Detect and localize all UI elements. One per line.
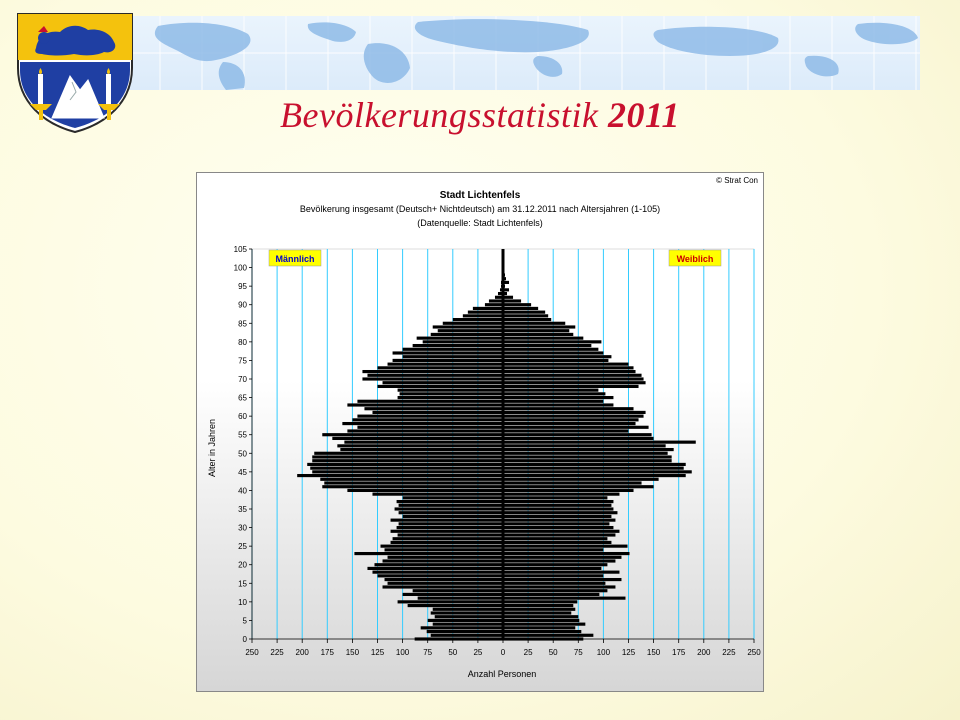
bar-female	[503, 392, 605, 395]
chart-subtitle: Bevölkerung insgesamt (Deutsch+ Nichtdeutsch) am 31.12.2011 nach Altersjahren (1-105)	[299, 204, 661, 214]
bar-female	[503, 418, 639, 421]
bar-male	[374, 563, 503, 566]
bar-female	[503, 585, 615, 588]
bar-female	[503, 563, 607, 566]
bar-male	[397, 526, 503, 529]
bar-female	[503, 574, 603, 577]
bar-female	[503, 593, 599, 596]
bar-male	[413, 589, 503, 592]
bar-female	[503, 348, 598, 351]
bar-female	[503, 522, 609, 525]
bar-male	[357, 415, 503, 418]
world-map-banner	[118, 16, 920, 90]
x-tick-label: 75	[573, 648, 583, 657]
y-tick-label: 35	[238, 505, 247, 514]
bar-female	[503, 519, 615, 522]
bar-male	[398, 600, 503, 603]
bar-male	[417, 337, 503, 340]
bar-male	[383, 585, 503, 588]
y-axis-label: Alter in Jahren	[207, 418, 217, 478]
y-tick-label: 15	[238, 579, 247, 589]
x-tick-label: 125	[370, 648, 385, 657]
bar-male	[431, 333, 503, 336]
bar-male	[297, 474, 503, 477]
bar-male	[347, 403, 503, 406]
legend-male-label: Männlich	[275, 254, 315, 264]
y-tick-label: 65	[238, 393, 247, 403]
bar-female	[503, 415, 644, 418]
bar-male	[399, 504, 503, 507]
bar-female	[503, 489, 634, 492]
y-tick-label: 80	[238, 337, 247, 347]
bar-female	[503, 470, 692, 473]
bar-male	[378, 366, 504, 369]
bar-male	[431, 611, 503, 614]
bar-female	[503, 571, 619, 574]
bar-female	[503, 314, 548, 317]
bar-male	[468, 311, 503, 314]
bar-female	[503, 559, 615, 562]
bar-male	[438, 329, 503, 332]
bar-female	[503, 337, 583, 340]
x-tick-label: 0	[500, 648, 506, 657]
bar-female	[503, 389, 598, 392]
bar-male	[344, 441, 503, 444]
y-tick-label: 75	[238, 356, 247, 366]
page-title-main: Bevölkerungsstatistik	[280, 95, 599, 135]
bar-female	[503, 485, 654, 488]
y-tick-label: 50	[238, 449, 247, 459]
chart-copyright: © Strat Con	[716, 176, 758, 185]
bar-female	[503, 374, 642, 377]
bar-male	[372, 411, 503, 414]
bar-female	[503, 333, 573, 336]
bar-male	[332, 437, 503, 440]
bar-male	[403, 593, 503, 596]
bar-female	[503, 537, 607, 540]
bar-male	[312, 470, 503, 473]
bar-female	[503, 515, 611, 518]
bar-female	[503, 597, 625, 600]
x-tick-label: 25	[473, 648, 483, 657]
bar-female	[503, 530, 619, 533]
bar-male	[489, 299, 503, 302]
bar-male	[391, 519, 503, 522]
x-tick-label: 25	[523, 648, 533, 657]
bar-female	[503, 422, 636, 425]
x-tick-label: 150	[646, 648, 661, 657]
y-tick-label: 70	[238, 375, 247, 384]
bar-male	[385, 548, 503, 551]
y-tick-label: 40	[238, 486, 247, 496]
bar-male	[322, 433, 503, 436]
bar-male	[463, 314, 503, 317]
bar-female	[503, 478, 659, 481]
y-tick-label: 95	[238, 282, 247, 292]
bar-female	[503, 455, 672, 458]
bar-male	[393, 537, 503, 540]
bar-male	[418, 597, 503, 600]
bar-male	[435, 615, 503, 618]
bar-female	[503, 407, 634, 410]
bar-male	[423, 340, 503, 343]
bar-male	[367, 567, 503, 570]
bar-female	[503, 600, 577, 603]
bar-female	[503, 545, 627, 548]
bar-female	[503, 322, 565, 325]
bar-male	[403, 496, 503, 499]
bar-female	[503, 452, 668, 455]
bar-male	[383, 381, 503, 384]
bar-male	[453, 318, 503, 321]
bar-female	[503, 578, 621, 581]
x-tick-label: 225	[270, 648, 284, 657]
bar-male	[398, 533, 503, 536]
x-tick-label: 200	[697, 648, 711, 657]
bar-female	[503, 611, 571, 614]
bar-female	[503, 318, 551, 321]
bar-female	[503, 340, 601, 343]
bar-female	[503, 448, 674, 451]
y-tick-label: 100	[233, 263, 247, 273]
bar-female	[503, 377, 644, 380]
bar-male	[399, 511, 503, 514]
x-tick-label: 100	[395, 648, 410, 657]
legend-female-label: Weiblich	[676, 254, 714, 264]
bar-male	[364, 407, 503, 410]
x-tick-label: 50	[548, 648, 558, 657]
chart-source: (Datenquelle: Stadt Lichtenfels)	[417, 218, 543, 228]
bar-male	[400, 392, 503, 395]
bar-female	[503, 400, 603, 403]
x-tick-label: 250	[747, 648, 761, 657]
x-tick-label: 225	[722, 648, 736, 657]
y-tick-label: 5	[242, 616, 247, 626]
bar-male	[399, 522, 503, 525]
bar-female	[503, 511, 617, 514]
bar-male	[485, 303, 503, 306]
y-tick-label: 30	[238, 523, 247, 533]
bar-male	[427, 630, 503, 633]
bar-female	[503, 500, 613, 503]
x-tick-label: 150	[345, 648, 360, 657]
bar-male	[314, 452, 503, 455]
bar-female	[503, 467, 684, 470]
bar-male	[320, 478, 503, 481]
bar-male	[431, 634, 503, 637]
bar-male	[362, 377, 503, 380]
bar-female	[503, 493, 619, 496]
bar-female	[503, 307, 538, 310]
bar-male	[421, 626, 503, 629]
bar-female	[503, 630, 581, 633]
bar-male	[413, 344, 503, 347]
bar-female	[503, 589, 607, 592]
x-tick-label: 175	[672, 648, 686, 657]
bar-male	[378, 574, 504, 577]
bar-female	[503, 496, 607, 499]
x-tick-label: 125	[621, 648, 636, 657]
bar-male	[398, 389, 503, 392]
bar-male	[403, 355, 503, 358]
bar-male	[337, 444, 503, 447]
bar-male	[357, 426, 503, 429]
bar-female	[503, 623, 585, 626]
bar-male	[395, 507, 503, 510]
bar-female	[503, 533, 615, 536]
bar-male	[342, 422, 503, 425]
bar-female	[503, 552, 630, 555]
y-tick-label: 85	[238, 319, 247, 329]
bar-male	[322, 485, 503, 488]
bar-male	[388, 363, 503, 366]
bar-male	[443, 322, 503, 325]
chart-canvas	[197, 173, 763, 691]
bar-female	[503, 299, 521, 302]
bar-male	[393, 351, 503, 354]
page-title-year: 2011	[607, 95, 680, 135]
bar-female	[503, 608, 575, 611]
bar-female	[503, 433, 652, 436]
bar-male	[428, 619, 503, 622]
bar-male	[388, 556, 503, 559]
bar-female	[503, 359, 608, 362]
bar-male	[352, 418, 503, 421]
bar-male	[378, 385, 504, 388]
bar-female	[503, 481, 642, 484]
y-tick-label: 60	[238, 412, 247, 422]
bar-male	[433, 623, 503, 626]
bar-female	[503, 355, 611, 358]
bar-female	[503, 526, 613, 529]
bar-male	[340, 448, 503, 451]
bar-female	[503, 296, 513, 299]
bar-male	[398, 396, 503, 399]
x-axis-label: Anzahl Personen	[467, 669, 537, 679]
chart-title: Stadt Lichtenfels	[439, 190, 521, 201]
bar-male	[347, 429, 503, 432]
x-tick-label: 250	[245, 648, 259, 657]
bar-male	[347, 489, 503, 492]
y-tick-label: 0	[242, 635, 247, 644]
bar-male	[408, 604, 503, 607]
bar-female	[503, 567, 601, 570]
bar-female	[503, 351, 603, 354]
x-tick-label: 75	[423, 648, 433, 657]
bar-female	[503, 507, 613, 510]
bar-male	[383, 559, 503, 562]
bar-male	[391, 541, 503, 544]
y-tick-label: 90	[238, 300, 247, 310]
bar-female	[503, 344, 591, 347]
y-tick-label: 55	[238, 430, 247, 440]
bar-female	[503, 381, 646, 384]
bar-male	[393, 359, 503, 362]
page-title	[0, 94, 960, 136]
bar-female	[503, 634, 593, 637]
bar-male	[354, 552, 503, 555]
bar-male	[310, 467, 503, 470]
bar-female	[503, 429, 629, 432]
bar-male	[381, 545, 503, 548]
x-tick-label: 50	[448, 648, 458, 657]
y-tick-label: 20	[238, 560, 247, 570]
bar-male	[372, 571, 503, 574]
bar-male	[403, 348, 503, 351]
bar-female	[503, 474, 686, 477]
bar-female	[503, 325, 575, 328]
bar-female	[503, 385, 639, 388]
bar-female	[503, 615, 578, 618]
bar-male	[388, 582, 503, 585]
x-tick-label: 200	[295, 648, 309, 657]
bar-male	[312, 455, 503, 458]
bar-female	[503, 311, 545, 314]
bar-female	[503, 441, 696, 444]
bar-female	[503, 396, 613, 399]
bar-female	[503, 329, 569, 332]
bar-male	[357, 400, 503, 403]
bar-female	[503, 303, 531, 306]
bar-female	[503, 370, 636, 373]
y-tick-label: 105	[233, 245, 247, 254]
bar-male	[433, 608, 503, 611]
bar-female	[503, 411, 646, 414]
y-tick-label: 25	[238, 542, 247, 552]
bar-female	[503, 463, 686, 466]
bar-female	[503, 426, 649, 429]
bar-female	[503, 363, 629, 366]
x-tick-label: 100	[596, 648, 611, 657]
bar-male	[403, 515, 503, 518]
bar-female	[503, 626, 575, 629]
bar-female	[503, 403, 613, 406]
bar-female	[503, 504, 611, 507]
bar-male	[397, 500, 503, 503]
bar-male	[312, 459, 503, 462]
bar-female	[503, 366, 634, 369]
bar-male	[473, 307, 503, 310]
bar-female	[503, 604, 573, 607]
bar-female	[503, 541, 611, 544]
bar-female	[503, 582, 605, 585]
y-tick-label: 45	[238, 467, 247, 477]
bar-male	[362, 370, 503, 373]
bar-female	[503, 444, 666, 447]
bar-male	[372, 493, 503, 496]
population-pyramid-chart	[196, 172, 764, 692]
bar-male	[433, 325, 503, 328]
bar-female	[503, 459, 672, 462]
bar-female	[503, 619, 579, 622]
bar-male	[324, 481, 503, 484]
x-tick-label: 175	[320, 648, 334, 657]
bar-male	[307, 463, 503, 466]
bar-male	[367, 374, 503, 377]
bar-male	[385, 578, 503, 581]
bar-male	[391, 530, 503, 533]
bar-female	[503, 556, 621, 559]
bar-female	[503, 548, 603, 551]
y-tick-label: 10	[238, 597, 247, 607]
bar-female	[503, 437, 654, 440]
